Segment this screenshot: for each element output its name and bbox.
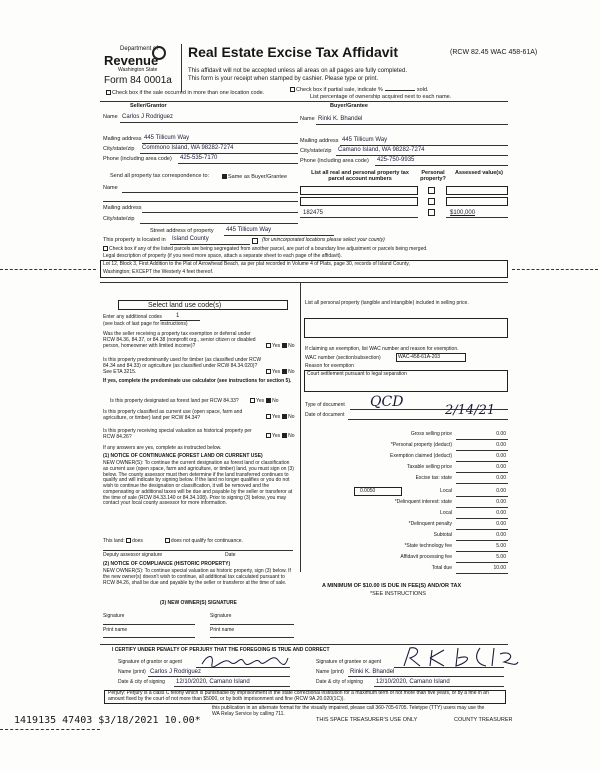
buyer-mailing-label: Mailing address bbox=[300, 138, 339, 144]
totals-row-line bbox=[456, 540, 508, 541]
additional-codes-label: Enter any additional codes bbox=[103, 314, 162, 320]
treasurer-use-only: THIS SPACE TREASURER'S USE ONLY bbox=[316, 717, 418, 723]
personal-property-label: List all personal property (tangible and intangible) included in selling price. bbox=[305, 300, 469, 306]
totals-row-value[interactable]: 5.00 bbox=[496, 543, 506, 549]
form-number: Form 84 0001a bbox=[104, 75, 172, 86]
totals-row-value[interactable]: 10.00 bbox=[493, 565, 506, 571]
grantor-name[interactable]: Carlos J Rodriguez bbox=[150, 669, 202, 675]
date-of-document-value[interactable]: 2/14/21 bbox=[445, 403, 496, 418]
q1-answer[interactable]: Yes No bbox=[266, 343, 295, 349]
totals-row-value[interactable]: 0.00 bbox=[496, 431, 506, 437]
q2-answer[interactable]: Yes No bbox=[266, 369, 295, 375]
q1-text: Was the seller receiving a property tax exemption or deferral under RCW 84.36, 84.37, or 84.38 (nonprofit org., senior citizen or disabled person, homeowner with limited income)? bbox=[103, 331, 256, 349]
totals-row-line bbox=[456, 450, 508, 451]
grantee-signature-image[interactable] bbox=[400, 644, 520, 670]
correspondence-same-checkbox[interactable]: Same as Buyer/Grantee bbox=[222, 174, 287, 180]
dept-logo-text: Revenue bbox=[104, 53, 159, 68]
perjury-text: Perjury: Perjury is a class C felony which is punishable by imprisonment in the state correctional institution for a maximum term of not more than five years, or by a fine in an amount fixed by the court of not more than $5000, or by both imprisonment and fine (RCW 9A.20.020(1C)). bbox=[108, 690, 489, 702]
totals-row-value[interactable]: 0.00 bbox=[496, 488, 506, 494]
deputy-date-label: Date bbox=[225, 552, 236, 558]
totals-row-value[interactable]: 0.00 bbox=[496, 532, 506, 538]
seller-phone[interactable]: 425-535-7170 bbox=[180, 155, 218, 161]
notice1-body: NEW OWNER(S): To continue the current designation as forest land or classification as current use (open space, farm and agriculture, or timber) land, you must sign on (3) below. The county assessor must then determine if the land transferred continues to qualify and will indicate by signing below. If the land no longer qualifies or you do not wish to continue the designation or classification, it will be removed and the compensating or additional taxes will be due and payable by the seller or transferor at the time of sale (RCW 84.33.140 or 84.34.108). Prior to signing (3) below, you may contact your local county assessor for more information. bbox=[103, 460, 294, 507]
check-partial-sale[interactable]: Check box if partial sale, indicate % sold. bbox=[290, 87, 428, 93]
owner-signature-label-2: Signature bbox=[210, 613, 232, 619]
totals-row-label: *State technology fee bbox=[404, 543, 452, 549]
seller-mailing-label: Mailing address bbox=[103, 136, 142, 142]
located-label: This property is located in bbox=[103, 237, 166, 243]
grantee-name-label: Name (print) bbox=[316, 669, 344, 675]
totals-row-line bbox=[456, 461, 508, 462]
date-of-document-label: Date of document bbox=[305, 412, 345, 418]
totals-row-label: Excise tax: state bbox=[415, 475, 452, 481]
dept-line1: Department of bbox=[120, 46, 159, 52]
totals-row-value[interactable]: 0.00 bbox=[496, 475, 506, 481]
q3-text: Is this property designated as forest land per RCW 84.33? bbox=[110, 398, 239, 404]
this-land-row: This land: does does not qualify for continuance. bbox=[103, 537, 243, 544]
owner-print-label-2: Print name bbox=[210, 627, 235, 633]
buyer-name-label: Name bbox=[300, 116, 315, 122]
parcel-number[interactable]: 182475 bbox=[303, 210, 324, 216]
see-back-note: (see back of last page for instructions) bbox=[103, 321, 188, 327]
form-title: Real Estate Excise Tax Affidavit bbox=[188, 44, 399, 60]
county-treasurer: COUNTY TREASURER bbox=[454, 717, 513, 723]
seller-city-label: City/state/zip bbox=[103, 146, 135, 152]
seller-heading: Seller/Grantor bbox=[130, 103, 167, 109]
land-use-heading: Select land use code(s) bbox=[148, 302, 222, 309]
buyer-city[interactable]: Camano Island, WA 98282-7274 bbox=[338, 147, 425, 153]
totals-row-value[interactable]: 0.00 bbox=[496, 499, 506, 505]
correspondence-label: Send all property tax correspondence to: bbox=[110, 173, 210, 179]
recording-stamp: 1419135 47403 $3/18/2021 10.00* bbox=[14, 715, 201, 726]
totals-row-label: Local bbox=[440, 488, 452, 494]
grantee-signature-label: Signature of grantee or agent bbox=[316, 659, 382, 665]
buyer-mailing[interactable]: 445 Tillicum Way bbox=[342, 137, 388, 143]
totals-row-line bbox=[456, 518, 508, 519]
parcel-row-1[interactable] bbox=[300, 186, 418, 195]
totals-row-value[interactable]: 0.00 bbox=[496, 521, 506, 527]
minimum-due-note: A MINIMUM OF $10.00 IS DUE IN FEE(S) AND/OR TAX bbox=[322, 583, 462, 589]
assessed-row-2[interactable] bbox=[446, 197, 508, 206]
assessed-col-header: Assessed value(s) bbox=[455, 170, 503, 176]
reason-value: Court settlement pursuant to legal separation bbox=[307, 371, 407, 377]
correspondence-mailing-label: Mailing address bbox=[103, 205, 142, 211]
dept-line3: Washington State bbox=[118, 67, 158, 73]
totals-row-line bbox=[456, 529, 508, 530]
q4-text: Is this property classified as current use (open space, farm and agriculture, or timber) land per RCW 84.34? bbox=[103, 409, 243, 421]
personal-prop-col-header: Personal property? bbox=[420, 170, 446, 183]
totals-row-label: *Personal property (deduct) bbox=[390, 442, 452, 448]
totals-row-line bbox=[456, 483, 508, 484]
buyer-name[interactable]: Rinki K. Bhandel bbox=[318, 116, 363, 122]
totals-row-line bbox=[456, 472, 508, 473]
does-checkbox[interactable] bbox=[126, 538, 131, 543]
legal-line1: Lot 12, Block 3, First Addition to the Plat of Arrowhead Beach, as per plat recorded in Volume 4 of Plats, page 30, records of Island County, bbox=[103, 261, 410, 267]
street-label: Street address of property bbox=[150, 228, 214, 234]
seller-city[interactable]: Commono Island, WA 98282-7274 bbox=[142, 145, 234, 151]
see-instructions-note: *SEE INSTRUCTIONS bbox=[370, 591, 426, 597]
grantor-name-label: Name (print) bbox=[118, 669, 146, 675]
q2-text: Is this property predominantly used for timber (as classified under RCW 84.34 and 84.33) or agriculture (as classified under RCW 84.34.020)? See ETA 3215. bbox=[103, 357, 262, 375]
local-rate-value: 0.0050 bbox=[360, 488, 376, 494]
totals-row-label: Total due bbox=[431, 565, 452, 571]
owner-signature-label-1: Signature bbox=[103, 613, 125, 619]
grantee-date-label: Date & city of signing bbox=[316, 679, 363, 685]
new-owner-sig-title: (3) NEW OWNER(S) SIGNATURE bbox=[160, 600, 237, 606]
parcel-row-2[interactable] bbox=[300, 197, 418, 206]
personal-prop-checkbox-1[interactable] bbox=[428, 187, 435, 194]
personal-property-box[interactable] bbox=[304, 318, 508, 338]
form-title-rcw: (RCW 82.45 WAC 458-61A) bbox=[450, 49, 538, 56]
totals-row-line bbox=[456, 573, 508, 574]
totals-row-value[interactable]: 0.00 bbox=[496, 510, 506, 516]
totals-row-value[interactable]: 0.00 bbox=[496, 464, 506, 470]
totals-row-value[interactable]: 5.00 bbox=[496, 554, 506, 560]
wac-label: WAC number (section/subsection) bbox=[305, 355, 381, 361]
totals-row-label: Affidavit processing fee bbox=[400, 554, 452, 560]
deputy-assessor-label: Deputy assessor signature bbox=[103, 552, 163, 558]
totals-row-label: Gross selling price bbox=[410, 431, 452, 437]
check-multi-location[interactable]: Check box if the sale occurred in more than one location code. bbox=[106, 90, 264, 96]
correspondence-name-label: Name bbox=[103, 185, 118, 191]
q2-note: If yes, complete the predominate use calculator (see instructions for section 5). bbox=[103, 378, 292, 384]
unincorporated-note: (for unincorporated locations please select your county) bbox=[262, 237, 385, 243]
type-of-document-value[interactable]: QCD bbox=[370, 394, 404, 410]
parcel-col-header: List all real and personal property tax parcel account numbers bbox=[311, 170, 409, 183]
any-yes-note: If any answers are yes, complete as instructed below. bbox=[103, 445, 222, 451]
notice1-title: (1) NOTICE OF CONTINUANCE (FOREST LAND OR CURRENT USE) bbox=[103, 453, 263, 459]
grantee-name[interactable]: Rinki K. Bhandel bbox=[350, 669, 395, 675]
buyer-heading: Buyer/Grantee bbox=[330, 103, 368, 109]
totals-row-value[interactable]: 0.00 bbox=[496, 453, 506, 459]
totals-row-line bbox=[456, 562, 508, 563]
type-of-document-label: Type of document bbox=[305, 402, 345, 408]
totals-row-label: Subtotal bbox=[433, 532, 452, 538]
assessed-value[interactable]: $100,000 bbox=[450, 210, 476, 216]
grantor-signature-image[interactable] bbox=[200, 650, 290, 670]
alt-format-note: this publication in an alternate format for the visually impaired, please call 360-705-6705. Teletype (TTY) users may use the WA Relay Service by calling 711. bbox=[212, 705, 485, 717]
header-sub2: This form is your receipt when stamped by cashier. Please type or print. bbox=[188, 76, 379, 82]
wac-value: WAC-458-61A-203 bbox=[398, 354, 441, 360]
totals-row-label: Local bbox=[440, 510, 452, 516]
street-address[interactable]: 445 Tillicum Way bbox=[226, 227, 272, 233]
q5-answer[interactable]: Yes No bbox=[266, 433, 295, 439]
q3-answer[interactable]: Yes No bbox=[250, 398, 279, 404]
exemption-claim-label: If claiming an exemption, list WAC number and reason for exemption. bbox=[305, 346, 459, 352]
correspondence-city-label: City/state/zip bbox=[103, 216, 135, 222]
grantee-date-city[interactable]: 12/10/2020, Camano Island bbox=[376, 679, 450, 685]
does-not-checkbox[interactable] bbox=[165, 538, 170, 543]
additional-codes-value[interactable]: 1 bbox=[176, 313, 180, 319]
assessed-row-1[interactable] bbox=[446, 186, 508, 195]
totals-row-line bbox=[456, 439, 508, 440]
personal-prop-checkbox-3[interactable] bbox=[428, 209, 435, 216]
segregated-checkbox[interactable]: Check box if any of the listed parcels are being segregated from another parcel, are part of a boundary line adjustment or parcels being merged. bbox=[103, 246, 428, 252]
buyer-phone[interactable]: 425-750-9935 bbox=[377, 157, 415, 163]
county-select[interactable]: Island County bbox=[172, 236, 209, 242]
dept-logo-icon bbox=[152, 46, 166, 60]
seller-name[interactable]: Carlos J Rodriguez bbox=[122, 114, 174, 120]
grantor-signature-label: Signature of grantor or agent bbox=[118, 659, 182, 665]
q5-text: Is this property receiving special valuation as historical property per RCW 84.26? bbox=[103, 428, 252, 440]
notice2-body: NEW OWNER(S): To continue special valuation as historic property, sign (3) below. If the new owner(s) doesn't wish to continue, all additional tax calculated pursuant to RCW 84.26, shall be due and payable by the seller or transferor at the time of sale. bbox=[103, 568, 291, 586]
grantor-date-label: Date & city of signing bbox=[118, 679, 165, 685]
certify-heading: I CERTIFY UNDER PENALTY OF PERJURY THAT THE FOREGOING IS TRUE AND CORRECT bbox=[112, 647, 330, 653]
buyer-city-label: City/state/zip bbox=[300, 148, 332, 154]
totals-row-label: Taxable selling price bbox=[406, 464, 452, 470]
owner-print-label-1: Print name bbox=[103, 627, 128, 633]
totals-row-line bbox=[456, 496, 508, 497]
totals-row-label: *Delinquent penalty bbox=[408, 521, 452, 527]
legal-line2: Washington; EXCEPT the Westerly 4 feet thereof. bbox=[103, 269, 214, 275]
totals-row-label: Exemption claimed (deduct) bbox=[390, 453, 452, 459]
seller-name-label: Name bbox=[103, 114, 118, 120]
totals-row-value[interactable]: 0.00 bbox=[496, 442, 506, 448]
county-dropdown-icon[interactable] bbox=[252, 238, 258, 244]
seller-mailing[interactable]: 445 Tillicum Way bbox=[144, 135, 190, 141]
ownership-note: List percentage of ownership acquired next to each name. bbox=[310, 94, 452, 100]
grantor-date-city[interactable]: 12/10/2020, Camano Island bbox=[176, 679, 250, 685]
buyer-phone-label: Phone (including area code) bbox=[300, 158, 369, 164]
notice2-title: (2) NOTICE OF COMPLIANCE (HISTORIC PROPERTY) bbox=[103, 561, 231, 567]
legal-label: Legal description of property (if you need more space, attach a separate sheet to each page of the affidavit). bbox=[103, 253, 342, 259]
reason-label: Reason for exemption bbox=[305, 363, 354, 369]
totals-row-line bbox=[456, 551, 508, 552]
personal-prop-checkbox-2[interactable] bbox=[428, 198, 435, 205]
seller-phone-label: Phone (including area code) bbox=[103, 156, 172, 162]
q4-answer[interactable]: Yes No bbox=[266, 414, 295, 420]
totals-row-label: *Delinquent interest: state bbox=[394, 499, 452, 505]
totals-row-line bbox=[456, 507, 508, 508]
header-sub1: This affidavit will not be accepted unless all areas on all pages are fully completed. bbox=[188, 68, 408, 74]
